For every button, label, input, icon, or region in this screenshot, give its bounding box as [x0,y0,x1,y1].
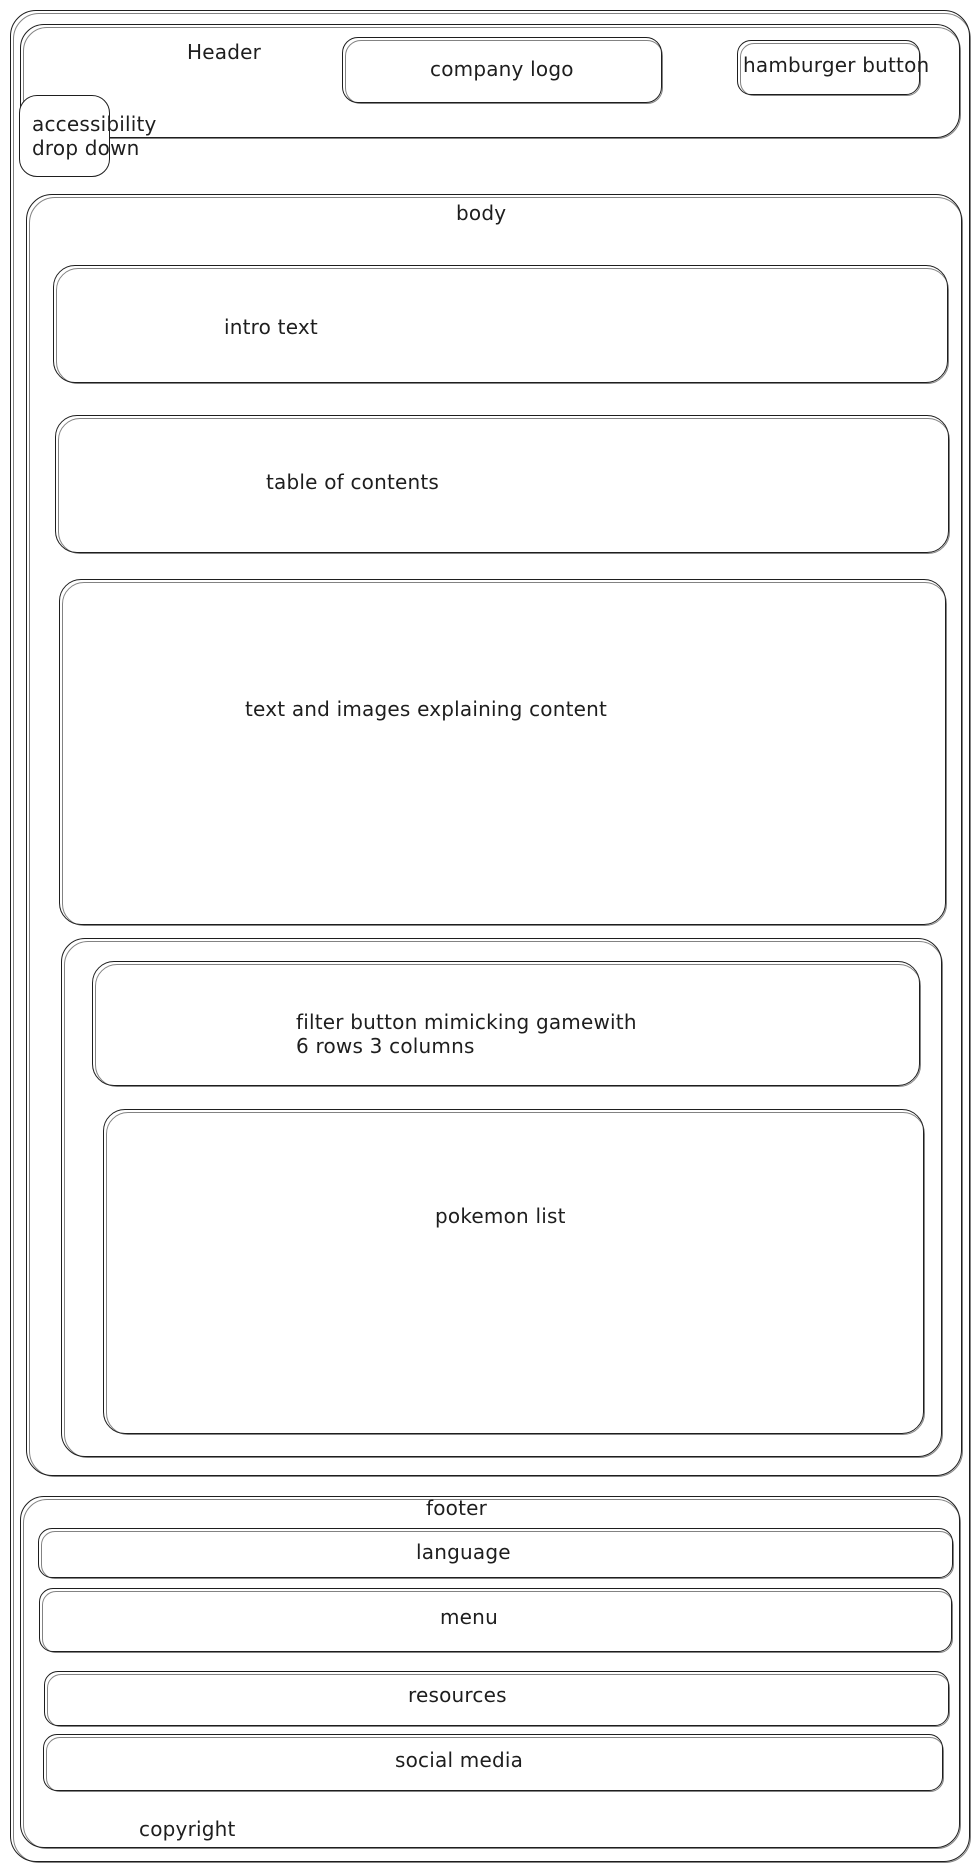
filter-button-label-line2: 6 rows 3 columns [296,1034,475,1058]
footer-menu-label: menu [440,1605,498,1629]
content-box [59,579,946,925]
accessibility-dropdown-label-line1: accessibility [32,112,157,136]
intro-text-label: intro text [224,315,318,339]
language-label: language [416,1540,511,1564]
hamburger-button-label: hamburger button [743,53,930,77]
accessibility-dropdown-label-line2: drop down [32,136,140,160]
table-of-contents-label: table of contents [266,470,440,494]
content-label: text and images explaining content [245,697,608,721]
company-logo-label: company logo [430,57,574,81]
pokemon-list-box[interactable] [103,1109,924,1434]
body-label: body [456,201,507,225]
intro-text-box [53,265,948,383]
resources-label: resources [408,1683,507,1707]
pokemon-list-label: pokemon list [435,1204,566,1228]
header-label: Header [187,40,262,64]
copyright-label: copyright [139,1817,236,1841]
filter-button-label-line1: filter button mimicking gamewith [296,1010,637,1034]
social-media-label: social media [395,1748,524,1772]
table-of-contents-box[interactable] [55,415,949,553]
footer-label: footer [426,1496,488,1520]
